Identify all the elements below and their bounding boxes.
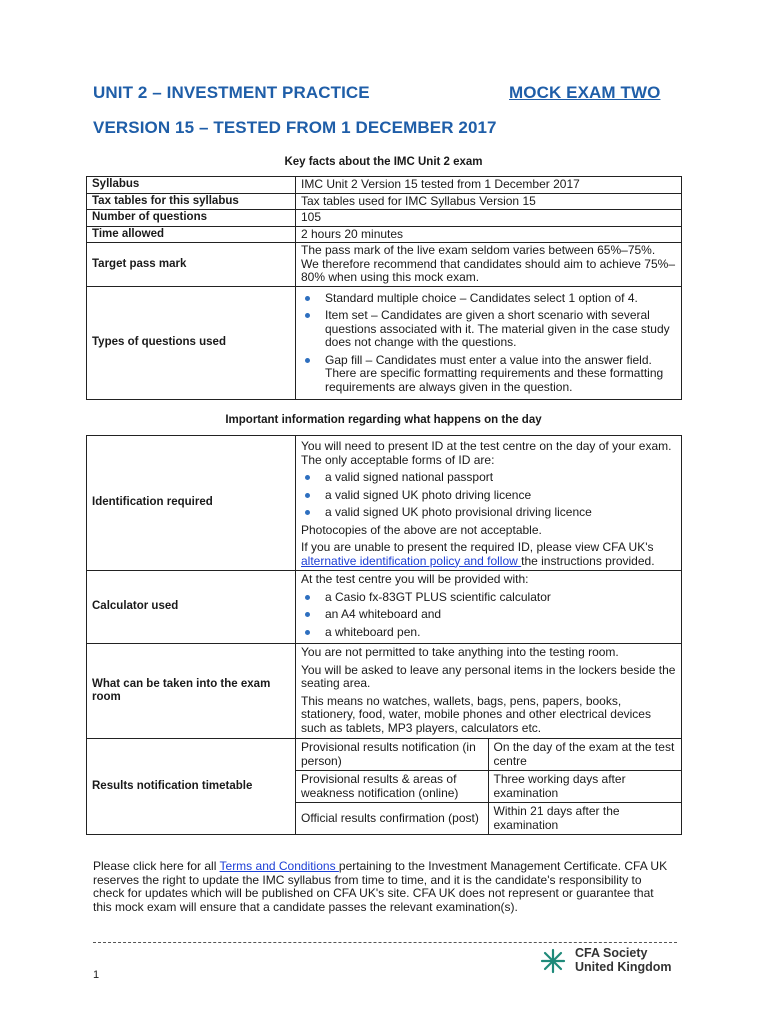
id-unable-before: If you are unable to present the required ID, please view CFA UK's [301, 540, 654, 554]
calc-intro: At the test centre you will be provided with: [301, 572, 529, 586]
results-value [296, 739, 682, 835]
list-item: a valid signed national passport [301, 471, 676, 485]
alternative-id-policy-link[interactable]: alternative identification policy and follow [301, 553, 522, 568]
id-value [296, 436, 682, 571]
table-row [87, 177, 682, 194]
terms-and-conditions-link[interactable]: Terms and Conditions [219, 859, 339, 873]
pass-value: The pass mark of the live exam seldom varies between 65%–75%. We therefore recommend that candidates should aim to achieve 75%–80% when using this mock exam. [296, 243, 682, 287]
logo-text [575, 946, 672, 974]
room-p3: This means no watches, wallets, bags, pens, papers, books, stationery, food, water, mobile phones and other electrical devices such as tablets, MP3 players, calculators etc. [301, 693, 651, 735]
room-value [296, 644, 682, 739]
table-row [87, 193, 682, 210]
logo-line-2: United Kingdom [575, 960, 672, 974]
on-the-day-title: Important information regarding what happens on the day [225, 414, 542, 426]
table-row [87, 436, 682, 571]
version-heading: VERSION 15 – TESTED FROM 1 DECEMBER 2017 [93, 118, 497, 137]
list-item: Gap fill – Candidates must enter a value into the answer field. There are specific formatting requirements and these formatting requirements are always given in the question. [301, 354, 676, 395]
syllabus-value: IMC Unit 2 Version 15 tested from 1 December 2017 [296, 177, 682, 194]
list-item: Item set – Candidates are given a short scenario with several questions associated with it. The material given in the case study does not change with the questions. [301, 309, 676, 350]
calc-value [296, 571, 682, 644]
table-row [87, 739, 682, 835]
tax-value: Tax tables used for IMC Syllabus Version 15 [296, 193, 682, 210]
table-row [296, 771, 682, 803]
id-unable-after: the instructions provided. [521, 553, 655, 568]
types-value [296, 286, 682, 400]
table-row [87, 286, 682, 400]
id-list [301, 471, 676, 520]
footer-divider [93, 942, 677, 943]
list-item: a Casio fx-83GT PLUS scientific calculator [301, 591, 676, 605]
list-item: a whiteboard pen. [301, 626, 676, 640]
list-item: an A4 whiteboard and [301, 608, 676, 622]
results-when: Within 21 days after the examination [488, 803, 682, 835]
page-number: 1 [93, 969, 100, 981]
id-intro: You will need to present ID at the test centre on the day of your exam. The only acceptable forms of ID are: [301, 439, 672, 467]
page-title: UNIT 2 – INVESTMENT PRACTICE [93, 83, 370, 102]
room-p1: You are not permitted to take anything into the testing room. [301, 645, 619, 659]
room-label: What can be taken into the exam room [87, 644, 296, 739]
results-what: Provisional results notification (in person) [296, 739, 488, 771]
tax-label: Tax tables for this syllabus [87, 193, 296, 210]
calc-label: Calculator used [87, 571, 296, 644]
results-when: On the day of the exam at the test centre [488, 739, 682, 771]
questions-label: Number of questions [87, 210, 296, 227]
table-row [87, 571, 682, 644]
types-label: Types of questions used [87, 286, 296, 400]
syllabus-label: Syllabus [87, 177, 296, 194]
table-row [87, 243, 682, 287]
id-photocopies: Photocopies of the above are not acceptable. [301, 522, 542, 537]
table-row [87, 210, 682, 227]
calc-list [301, 591, 676, 640]
list-item: a valid signed UK photo provisional driving licence [301, 506, 676, 520]
list-item: Standard multiple choice – Candidates select 1 option of 4. [301, 292, 676, 306]
list-item: a valid signed UK photo driving licence [301, 489, 676, 503]
id-unable-text [301, 541, 676, 568]
results-what: Provisional results & areas of weakness notification (online) [296, 771, 488, 803]
questions-value: 105 [296, 210, 682, 227]
time-value: 2 hours 20 minutes [296, 226, 682, 243]
mock-exam-heading: MOCK EXAM TWO [509, 83, 661, 102]
results-what: Official results confirmation (post) [296, 803, 488, 835]
results-table [296, 739, 682, 834]
table-row [296, 739, 682, 771]
on-the-day-table [86, 435, 682, 835]
terms-note-after: pertaining to the Investment Management Certificate. CFA UK reserves the right to update the IMC syllabus from time to time, and it is the candidate's responsibility to check for updates which will be published on CFA UK's site. CFA UK does not represent or guarantee that this mock exam will ensure that a candidate passes the relevant examination(s). [93, 859, 668, 914]
table-row [87, 226, 682, 243]
room-p2: You will be asked to leave any personal items in the lockers beside the seating area. [301, 662, 676, 690]
logo-line-1: CFA Society [575, 946, 648, 960]
table-row [87, 644, 682, 739]
id-label: Identification required [87, 436, 296, 571]
table-row [296, 803, 682, 835]
key-facts-table [86, 176, 682, 400]
terms-note-before: Please click here for all [93, 859, 220, 873]
question-types-list [301, 292, 676, 395]
results-when: Three working days after examination [488, 771, 682, 803]
results-label: Results notification timetable [87, 739, 296, 835]
key-facts-title: Key facts about the IMC Unit 2 exam [284, 156, 483, 168]
pass-label: Target pass mark [87, 243, 296, 287]
time-label: Time allowed [87, 226, 296, 243]
terms-note [93, 860, 673, 914]
